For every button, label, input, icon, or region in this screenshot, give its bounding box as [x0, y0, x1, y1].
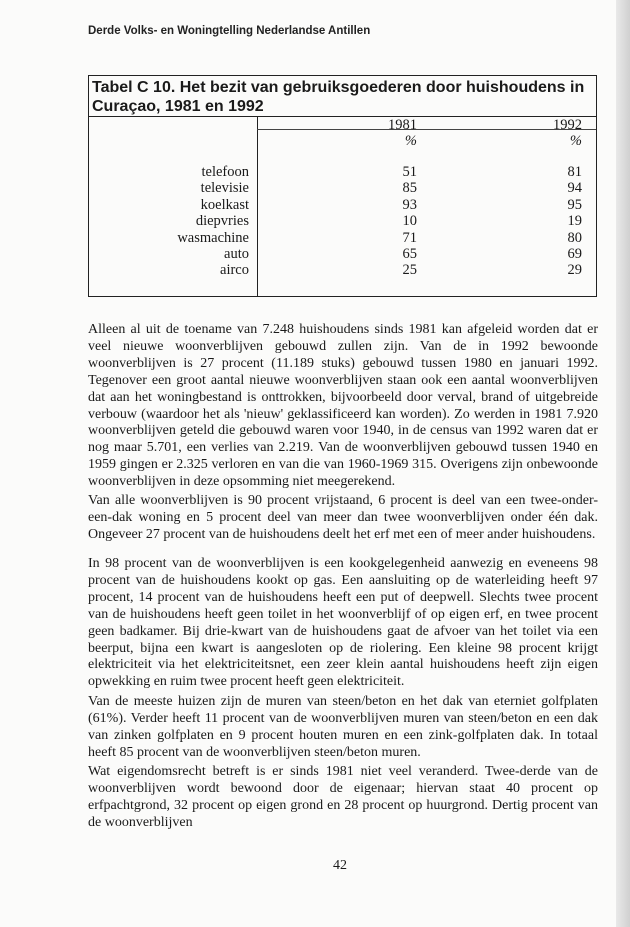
value-1981: 71 — [402, 229, 417, 246]
value-1981: 25 — [402, 262, 417, 279]
value-1992: 80 — [567, 229, 582, 246]
row-label: wasmachine — [177, 229, 249, 246]
row-label: airco — [220, 262, 249, 279]
paragraph: In 98 procent van de woonverblijven is een kookgelegenheid aanwezig en eveneens 98 procent van de huishoudens kookt op gas. Een aansluiting op de waterleiding heeft 97 procent, 14 procent van de huishoudens heeft een put of deepwell. Slechts twee procent van de huishoudens heeft geen toilet in het woonverblijf of op eigen erf, en twee procent geen badkamer. Bij drie-kwart van de huishoudens gaat de afvoer van het toilet via een beerput, bijna een kwart is aangesloten op de riolering. Een kleine 98 procent krijgt elektriciteit via het elektriciteitsnet, een zeer klein aantal huishoudens heeft zijn eigen opwekking en ruim twee procent heeft geen elektriciteit. — [88, 556, 598, 690]
page-edge — [616, 0, 630, 927]
paragraph: Van de meeste huizen zijn de muren van steen/beton en het dak van eterniet golfplaten (61%). Verder heeft 11 procent van de woonverblijven muren van steen/beton en een dak van zinken golfplaten en 9 procent houten muren en een zink-golfplaten dak. In totaal heeft 85 procent van de woonverblijven steen/beton muren. — [88, 694, 598, 760]
paragraph: Wat eigendomsrecht betreft is er sinds 1981 niet veel veranderd. Twee-derde van de woonverblijven wordt bewoond door de eigenaar; hiervan staat 40 procent op erfpachtgrond, 32 procent op eigen grond en 28 procent op huurgrond. Dertig procent van de woonverblijven — [88, 764, 598, 830]
value-1981: 65 — [402, 246, 417, 262]
value-1992: 29 — [567, 262, 582, 279]
row-label: koelkast — [200, 196, 249, 213]
row-label: televisie — [200, 180, 249, 197]
value-1992: 69 — [567, 246, 582, 262]
unit-1981: % — [404, 133, 417, 149]
value-1981: 93 — [402, 196, 417, 213]
paragraph: Alleen al uit de toename van 7.248 huishoudens sinds 1981 kan afgeleid worden dat er veel nieuwe woonverblijven gebouwd zullen zijn. Van de in 1992 bewoonde woonverblijven is 27 procent (11.189 stuks) gebouwd tussen 1980 en januari 1992. Tegenover een groot aantal nieuwe woonverblijven staan ook een aantal woonverblijven dat aan het woningbestand is onttrokken, bijvoorbeeld door verval, brand of uitgebreide verbouw (waardoor het als 'nieuw' geklassificeerd kan worden). Zo werden in 1981 7.920 woonverblijven geteld die gebouwd waren voor 1940, in de census van 1992 waren dat er nog maar 5.701, een verlies van 2.219. Van de woonverblijven gebouwd tussen 1940 en 1959 gingen er 2.325 verloren en van die van 1960-1969 315. Overigens zijn onbewoonde woonverblijven in deze opsomming niet meegerekend. — [88, 322, 598, 490]
table-title: Tabel C 10. Het bezit van gebruiksgoederen door huishoudens in Curaçao, 1981 en 1992 — [92, 79, 585, 115]
unit-1992: % — [569, 133, 582, 149]
column-header-1981: 1981 — [388, 117, 417, 133]
running-head: Derde Volks- en Woningtelling Nederlandse Antillen — [88, 25, 371, 37]
value-1992: 94 — [567, 180, 582, 197]
paragraph: Van alle woonverblijven is 90 procent vrijstaand, 6 procent is deel van een twee-onder-een-dak woning en 5 procent deel van meer dan twee woonverblijven onder één dak. Ongeveer 27 procent van de huishoudens deelt het erf met een of meer ander huishoudens. — [88, 493, 598, 542]
value-1992: 19 — [567, 213, 582, 230]
value-1981: 51 — [402, 164, 417, 180]
value-1981: 85 — [402, 180, 417, 197]
value-1992: 81 — [567, 164, 582, 180]
row-label: telefoon — [201, 164, 249, 180]
value-1992: 95 — [567, 196, 582, 213]
row-label: diepvries — [195, 213, 249, 230]
table-c10 — [88, 75, 597, 297]
page-number: 42 — [333, 858, 347, 873]
value-1981: 10 — [402, 213, 417, 230]
column-header-1992: 1992 — [553, 117, 582, 133]
divider — [257, 116, 258, 296]
row-label: auto — [224, 246, 249, 262]
divider — [89, 116, 596, 117]
